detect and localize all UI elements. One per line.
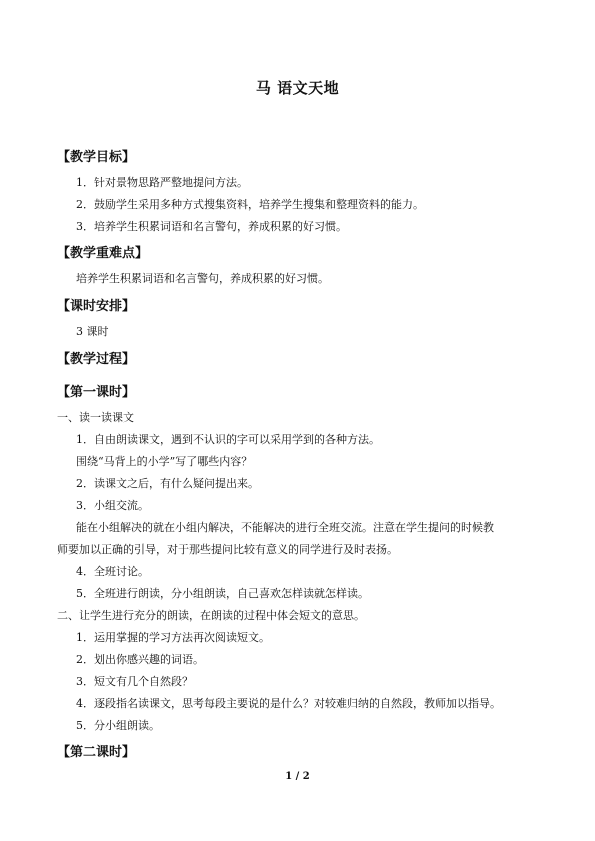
lesson1-part1-tail-1: 4．全班讨论。 xyxy=(76,565,149,578)
lesson1-part2-item-5: 5．分小组朗读。 xyxy=(76,719,160,732)
lesson1-part2-title: 二、让学生进行充分的朗读，在朗读的过程中体会短文的意思。 xyxy=(57,609,365,622)
section-heading-lesson2: 【第二课时】 xyxy=(57,745,136,760)
goal-item-1: 1．针对景物思路严整地提问方法。 xyxy=(76,176,248,189)
lesson1-part1-title: 一、读一读课文 xyxy=(57,411,134,424)
lesson1-part2-item-2: 2．划出你感兴趣的词语。 xyxy=(76,653,204,666)
section-heading-process: 【教学过程】 xyxy=(57,352,136,367)
section-heading-lesson1: 【第一课时】 xyxy=(57,385,136,400)
section-heading-schedule: 【课时安排】 xyxy=(57,299,136,314)
section-heading-keypoints: 【教学重难点】 xyxy=(57,246,149,261)
schedule-text: 3 课时 xyxy=(76,325,109,338)
keypoints-text: 培养学生积累词语和名言警句，养成积累的好习惯。 xyxy=(76,272,329,285)
lesson1-part2-item-4: 4．逐段指名读课文，思考每段主要说的是什么？对较难归纳的自然段，教师加以指导。 xyxy=(76,697,501,710)
lesson1-paragraph-line-1: 能在小组解决的就在小组内解决，不能解决的进行全班交流。注意在学生提问的时候教 xyxy=(76,521,494,534)
lesson1-part1-tail-2: 5．全班进行朗读，分小组朗读，自己喜欢怎样读就怎样读。 xyxy=(76,587,369,600)
lesson1-part1-item-3: 2．读课文之后，有什么疑问提出来。 xyxy=(76,477,259,490)
lesson1-paragraph-line-2: 师要加以正确的引导，对于那些提问比较有意义的同学进行及时表扬。 xyxy=(57,543,398,556)
section-heading-goals: 【教学目标】 xyxy=(57,150,136,165)
lesson1-part1-item-4: 3．小组交流。 xyxy=(76,499,149,512)
lesson1-part1-item-1: 1．自由朗读课文，遇到不认识的字可以采用学到的各种方法。 xyxy=(76,433,380,446)
page-title: 马 语文天地 xyxy=(255,79,340,97)
goal-item-3: 3．培养学生积累词语和名言警句，养成积累的好习惯。 xyxy=(76,220,347,233)
lesson1-part1-item-2: 围绕“马背上的小学”写了哪些内容？ xyxy=(76,455,253,468)
lesson1-part2-item-1: 1．运用掌握的学习方法再次阅读短文。 xyxy=(76,631,270,644)
page-number: 1 / 2 xyxy=(285,771,310,782)
goal-item-2: 2．鼓励学生采用多种方式搜集资料，培养学生搜集和整理资料的能力。 xyxy=(76,198,424,211)
lesson1-part2-item-3: 3．短文有几个自然段？ xyxy=(76,675,193,688)
